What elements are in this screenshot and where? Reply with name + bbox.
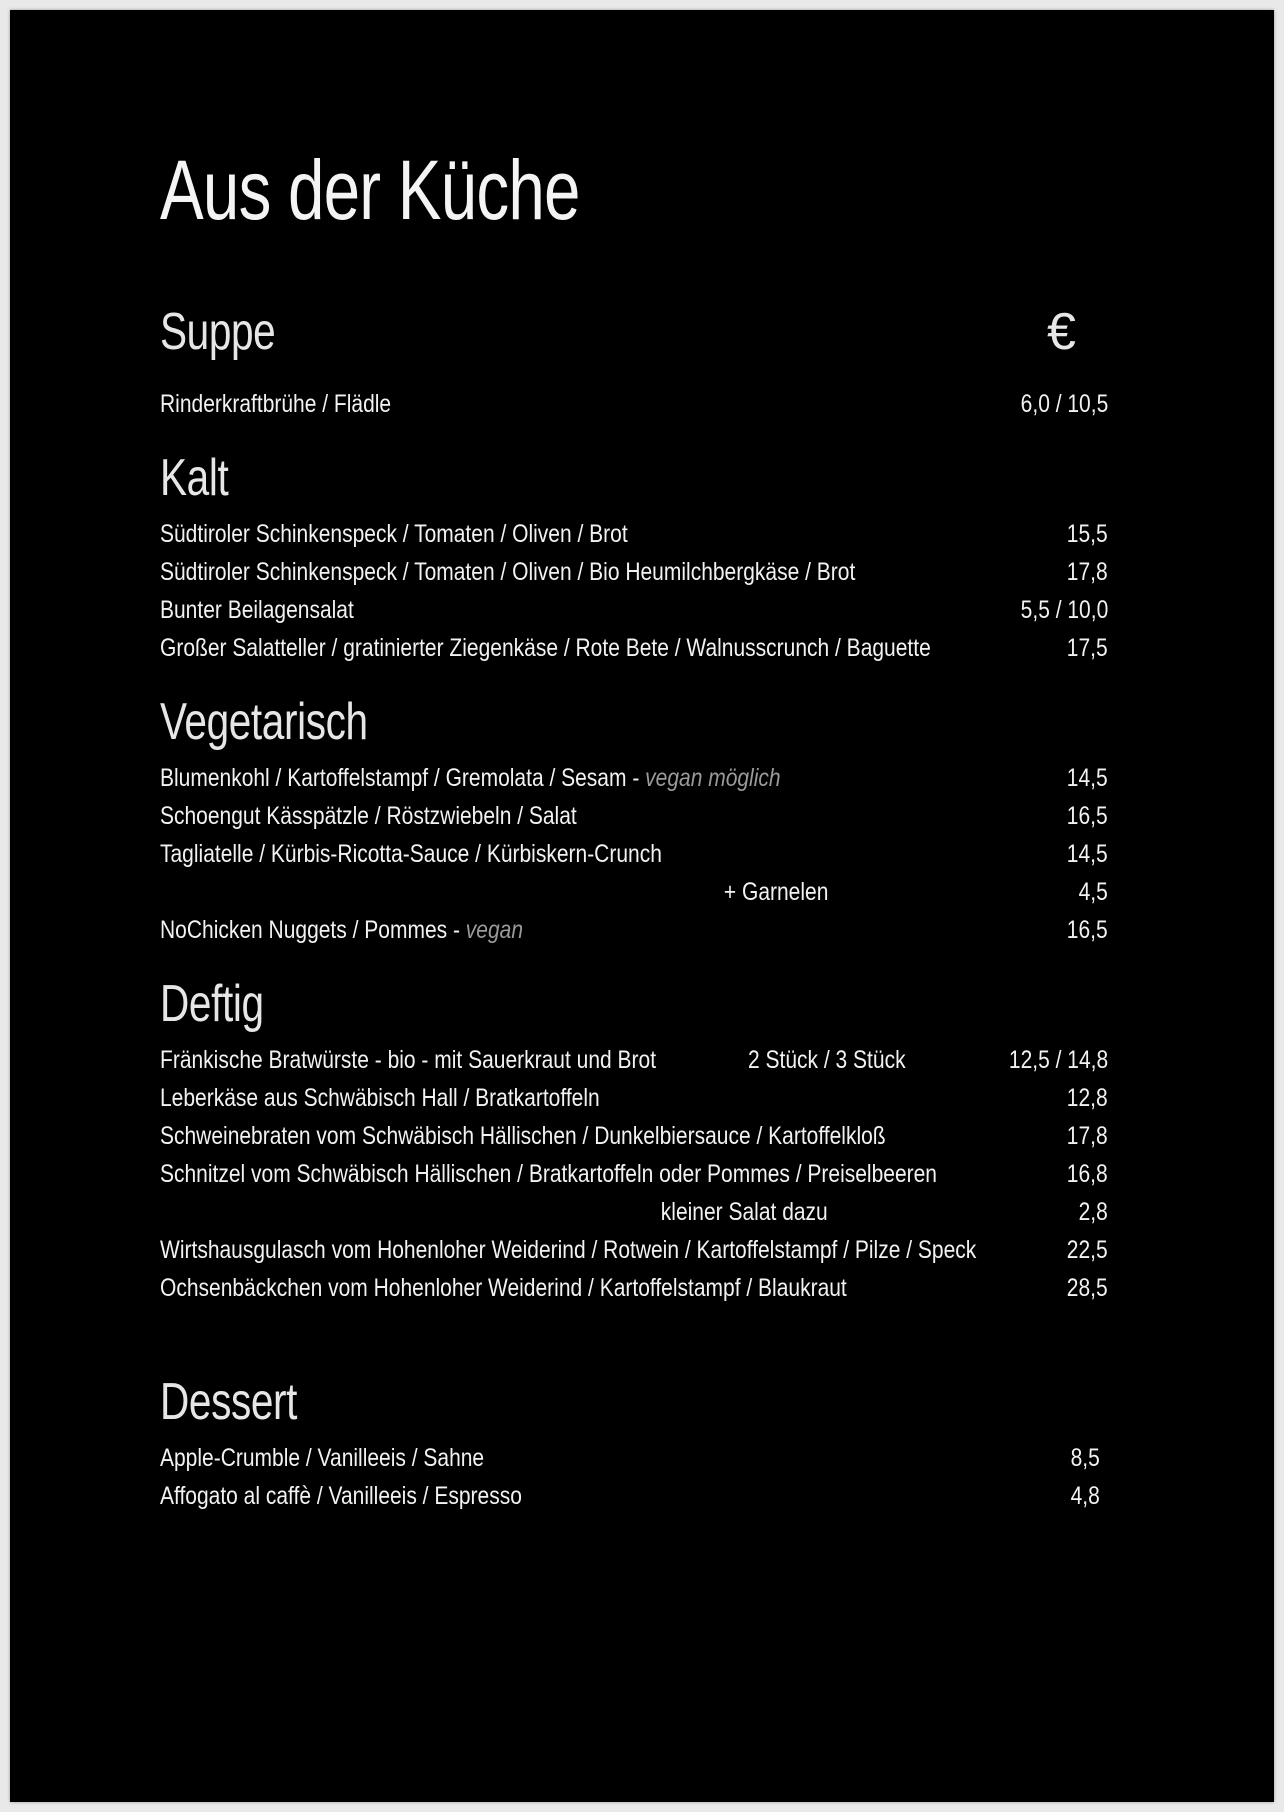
menu-item	[160, 390, 1108, 422]
item-name-text: NoChicken Nuggets / Pommes -	[160, 916, 466, 944]
menu-item	[160, 1236, 1108, 1268]
menu-item	[160, 1444, 1100, 1476]
item-price: 17,5	[1067, 634, 1108, 662]
item-name: Fränkische Bratwürste - bio - mit Sauerkraut und Brot	[160, 1046, 657, 1074]
menu-item	[160, 634, 1108, 666]
item-price: 4,5	[1078, 878, 1108, 906]
menu-item	[160, 1482, 1100, 1514]
item-price: 16,5	[1067, 802, 1108, 830]
item-price: 5,5 / 10,0	[1020, 596, 1108, 624]
item-price: 12,5 / 14,8	[1008, 1046, 1108, 1074]
item-price: 22,5	[1067, 1236, 1108, 1264]
menu-item	[160, 1046, 1108, 1078]
item-note: vegan möglich	[645, 764, 781, 792]
section-heading-suppe: Suppe	[160, 303, 276, 361]
item-price: 14,5	[1067, 840, 1108, 868]
section-heading-dessert: Dessert	[160, 1373, 298, 1431]
menu-item	[160, 1274, 1108, 1306]
currency-symbol: €	[1047, 303, 1076, 361]
menu-item	[160, 916, 1108, 948]
item-price: 16,5	[1067, 916, 1108, 944]
item-price: 14,5	[1067, 764, 1108, 792]
menu-item	[160, 802, 1108, 834]
menu-item	[160, 840, 1108, 872]
item-name: Wirtshausgulasch vom Hohenloher Weiderind / Rotwein / Kartoffelstampf / Pilze / Speck	[160, 1236, 977, 1264]
menu-item	[160, 558, 1108, 590]
item-price: 16,8	[1067, 1160, 1108, 1188]
item-name: Ochsenbäckchen vom Hohenloher Weiderind / Kartoffelstampf / Blaukraut	[160, 1274, 847, 1302]
menu-item	[160, 764, 1108, 796]
menu-item-addon	[160, 878, 1108, 910]
menu-item	[160, 1122, 1108, 1154]
item-price: 4,8	[1070, 1482, 1100, 1510]
item-name: Südtiroler Schinkenspeck / Tomaten / Oliven / Brot	[160, 520, 628, 548]
item-note: vegan	[465, 916, 524, 944]
item-addon-name: + Garnelen	[723, 878, 828, 906]
item-sizes: 2 Stück / 3 Stück	[748, 1046, 906, 1074]
item-name: Großer Salatteller / gratinierter Ziegenkäse / Rote Bete / Walnusscrunch / Baguette	[160, 634, 931, 662]
item-name: Affogato al caffè / Vanilleeis / Espresso	[160, 1482, 522, 1510]
menu-item	[160, 520, 1108, 552]
item-name: Tagliatelle / Kürbis-Ricotta-Sauce / Kürbiskern-Crunch	[160, 840, 662, 868]
item-name: Apple-Crumble / Vanilleeis / Sahne	[160, 1444, 485, 1472]
item-name: Südtiroler Schinkenspeck / Tomaten / Oliven / Bio Heumilchbergkäse / Brot	[160, 558, 856, 586]
item-price: 28,5	[1067, 1274, 1108, 1302]
item-name: Schweinebraten vom Schwäbisch Hällischen / Dunkelbiersauce / Kartoffelkloß	[160, 1122, 886, 1150]
section-heading-kalt: Kalt	[160, 449, 229, 507]
item-price: 12,8	[1067, 1084, 1108, 1112]
item-price: 8,5	[1070, 1444, 1100, 1472]
item-name: Leberkäse aus Schwäbisch Hall / Bratkartoffeln	[160, 1084, 600, 1112]
item-price: 2,8	[1078, 1198, 1108, 1226]
menu-item	[160, 1084, 1108, 1116]
menu-item	[160, 1160, 1108, 1192]
item-price: 15,5	[1067, 520, 1108, 548]
item-name: Schnitzel vom Schwäbisch Hällischen / Bratkartoffeln oder Pommes / Preiselbeeren	[160, 1160, 937, 1188]
item-addon-name: kleiner Salat dazu	[661, 1198, 828, 1226]
item-price: 17,8	[1067, 558, 1108, 586]
item-name: Schoengut Kässpätzle / Röstzwiebeln / Salat	[160, 802, 577, 830]
menu-page	[10, 10, 1274, 1802]
section-heading-vegetarisch: Vegetarisch	[160, 693, 368, 751]
item-name: Bunter Beilagensalat	[160, 596, 354, 624]
item-name	[160, 916, 523, 945]
section-heading-deftig: Deftig	[160, 975, 264, 1033]
item-name-text: Blumenkohl / Kartoffelstampf / Gremolata / Sesam -	[160, 764, 646, 792]
menu-item-addon	[160, 1198, 1108, 1230]
item-price: 6,0 / 10,5	[1020, 390, 1108, 418]
menu-title: Aus der Küche	[160, 143, 580, 237]
menu-item	[160, 596, 1108, 628]
item-name	[160, 764, 781, 793]
item-name: Rinderkraftbrühe / Flädle	[160, 390, 392, 418]
item-price: 17,8	[1067, 1122, 1108, 1150]
